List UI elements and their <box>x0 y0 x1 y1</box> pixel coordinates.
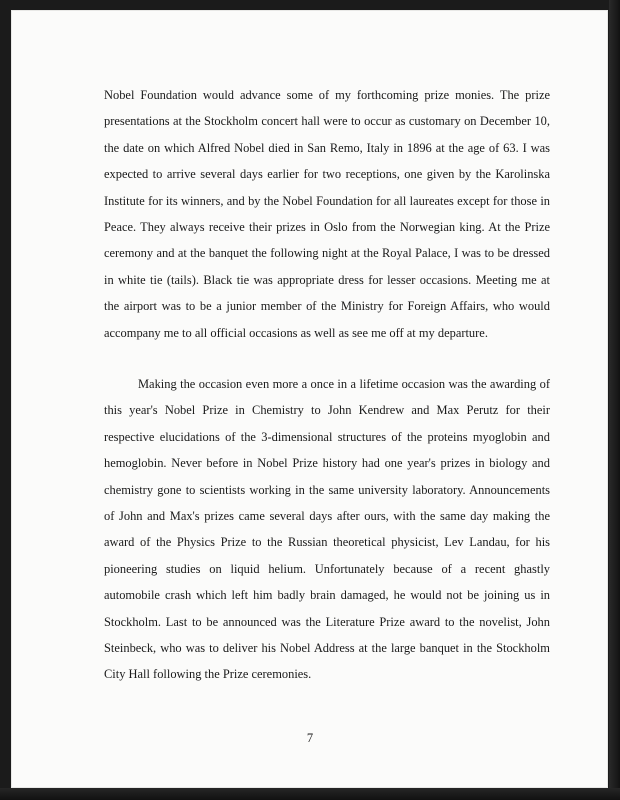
scan-edge-right <box>609 0 620 800</box>
paragraph-2: Making the occasion even more a once in a lifetime occasion was the awarding of this year's Nobel Prize in Chemistry to John Kendrew and Max Perutz for their respective elucidations of the 3-dimensional structures of the proteins myoglobin and hemoglobin. Never before in Nobel Prize history had one year's prizes in biology and chemistry gone to scientists working in the same university laboratory. Announcements of John and Max's prizes came several days after ours, with the same day making the award of the Physics Prize to the Russian theoretical physicist, Lev Landau, for his pioneering studies on liquid helium. Unfortunately because of a recent ghastly automobile crash which left him badly brain damaged, he would not be joining us in Stockholm. Last to be announced was the Literature Prize award to the novelist, John Steinbeck, who was to deliver his Nobel Address at the large banquet in the Stockholm City Hall following the Prize ceremonies. <box>104 377 550 682</box>
scan-edge-bottom <box>0 788 620 800</box>
page-number: 7 <box>306 731 314 745</box>
paragraph-1: Nobel Foundation would advance some of my forthcoming prize monies. The prize presentations at the Stockholm concert hall were to occur as customary on December 10, the date on which Alfred Nobel died in San Remo, Italy in 1896 at the age of 63. I was expected to arrive several days earlier for two receptions, one given by the Karolinska Institute for its winners, and by the Nobel Foundation for all laureates except for those in Peace. They always receive their prizes in Oslo from the Norwegian king. At the Prize ceremony and at the banquet the following night at the Royal Palace, I was to be dressed in white tie (tails). Black tie was appropriate dress for lesser occasions. Meeting me at the airport was to be a junior member of the Ministry for Foreign Affairs, who would accompany me to all official occasions as well as see me off at my departure. <box>104 88 550 340</box>
